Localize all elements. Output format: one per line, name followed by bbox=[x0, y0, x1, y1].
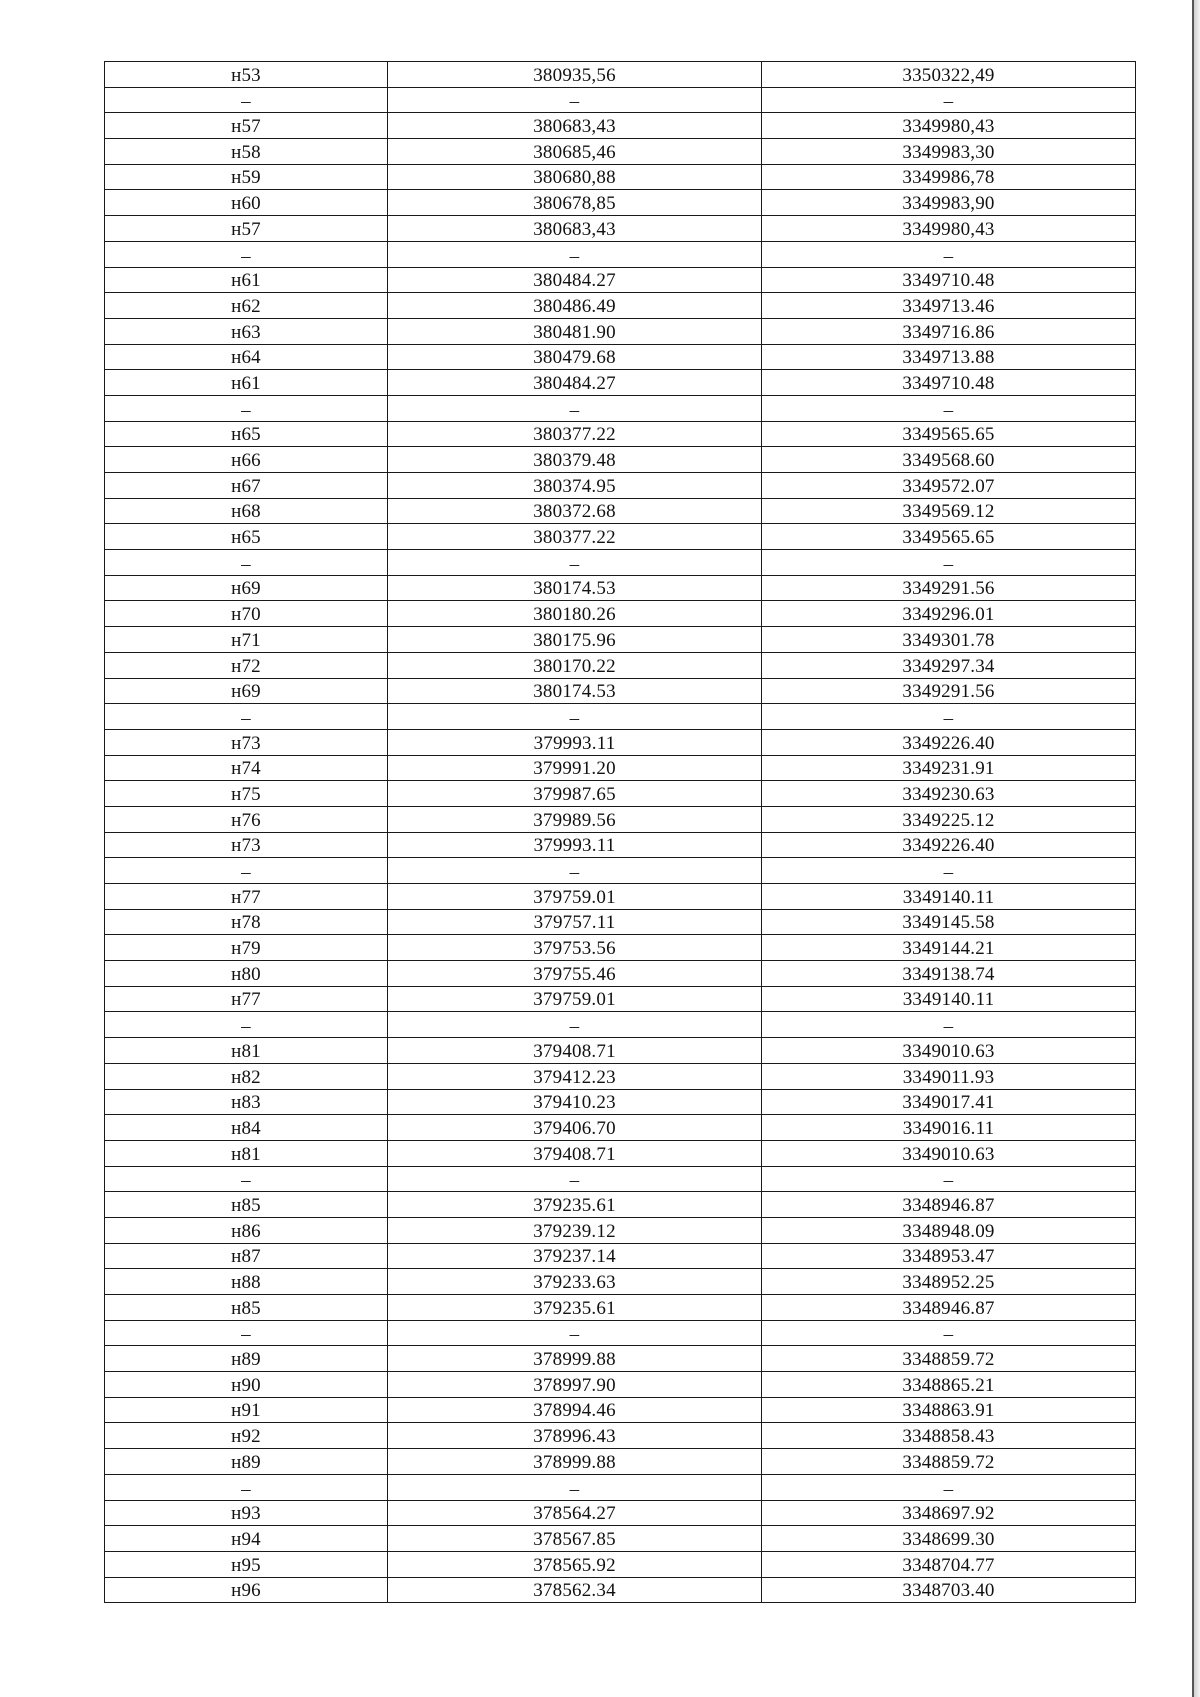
point-label-cell: н69 bbox=[105, 678, 388, 704]
point-label-cell: н72 bbox=[105, 652, 388, 678]
table-row bbox=[105, 62, 1136, 88]
separator-row bbox=[105, 87, 1136, 113]
x-coordinate-cell: 379233.63 bbox=[388, 1269, 762, 1295]
table-row bbox=[105, 1423, 1136, 1449]
point-label-cell: н65 bbox=[105, 524, 388, 550]
y-coordinate-cell: – bbox=[762, 395, 1136, 421]
point-label-cell: – bbox=[105, 550, 388, 576]
separator-row bbox=[105, 550, 1136, 576]
x-coordinate-cell: 380481.90 bbox=[388, 318, 762, 344]
y-coordinate-cell: – bbox=[762, 1474, 1136, 1500]
point-label-cell: н77 bbox=[105, 986, 388, 1012]
x-coordinate-cell: 378996.43 bbox=[388, 1423, 762, 1449]
table-row bbox=[105, 190, 1136, 216]
x-coordinate-cell: 380685,46 bbox=[388, 139, 762, 165]
x-coordinate-cell: 378999.88 bbox=[388, 1346, 762, 1372]
point-label-cell: н71 bbox=[105, 627, 388, 653]
point-label-cell: – bbox=[105, 1166, 388, 1192]
table-row bbox=[105, 1115, 1136, 1141]
table-row bbox=[105, 832, 1136, 858]
y-coordinate-cell: 3349710.48 bbox=[762, 267, 1136, 293]
x-coordinate-cell: 378567.85 bbox=[388, 1526, 762, 1552]
y-coordinate-cell: 3349980,43 bbox=[762, 113, 1136, 139]
x-coordinate-cell: 380484.27 bbox=[388, 267, 762, 293]
table-row bbox=[105, 216, 1136, 242]
y-coordinate-cell: 3348865.21 bbox=[762, 1372, 1136, 1398]
x-coordinate-cell: 378997.90 bbox=[388, 1372, 762, 1398]
x-coordinate-cell: 380377.22 bbox=[388, 421, 762, 447]
x-coordinate-cell: 379235.61 bbox=[388, 1192, 762, 1218]
x-coordinate-cell: 380479.68 bbox=[388, 344, 762, 370]
x-coordinate-cell: 379410.23 bbox=[388, 1089, 762, 1115]
point-label-cell: н73 bbox=[105, 832, 388, 858]
y-coordinate-cell: 3349145.58 bbox=[762, 909, 1136, 935]
table-row bbox=[105, 1372, 1136, 1398]
y-coordinate-cell: 3349710.48 bbox=[762, 370, 1136, 396]
table-row bbox=[105, 421, 1136, 447]
y-coordinate-cell: 3349230.63 bbox=[762, 781, 1136, 807]
table-row bbox=[105, 678, 1136, 704]
y-coordinate-cell: 3348859.72 bbox=[762, 1346, 1136, 1372]
coordinates-table bbox=[104, 61, 1136, 1603]
point-label-cell: н74 bbox=[105, 755, 388, 781]
x-coordinate-cell: 380484.27 bbox=[388, 370, 762, 396]
table-row bbox=[105, 1243, 1136, 1269]
point-label-cell: н94 bbox=[105, 1526, 388, 1552]
table-row bbox=[105, 293, 1136, 319]
point-label-cell: н75 bbox=[105, 781, 388, 807]
point-label-cell: н64 bbox=[105, 344, 388, 370]
point-label-cell: н82 bbox=[105, 1063, 388, 1089]
y-coordinate-cell: 3349986,78 bbox=[762, 164, 1136, 190]
x-coordinate-cell: 380683,43 bbox=[388, 113, 762, 139]
table-row bbox=[105, 781, 1136, 807]
point-label-cell: н93 bbox=[105, 1500, 388, 1526]
y-coordinate-cell: 3349231.91 bbox=[762, 755, 1136, 781]
point-label-cell: н57 bbox=[105, 216, 388, 242]
point-label-cell: – bbox=[105, 858, 388, 884]
point-label-cell: н68 bbox=[105, 498, 388, 524]
point-label-cell: н84 bbox=[105, 1115, 388, 1141]
table-row bbox=[105, 961, 1136, 987]
point-label-cell: н76 bbox=[105, 806, 388, 832]
point-label-cell: – bbox=[105, 1474, 388, 1500]
y-coordinate-cell: 3349226.40 bbox=[762, 729, 1136, 755]
y-coordinate-cell: 3349296.01 bbox=[762, 601, 1136, 627]
table-row bbox=[105, 1063, 1136, 1089]
table-row bbox=[105, 935, 1136, 961]
y-coordinate-cell: 3349016.11 bbox=[762, 1115, 1136, 1141]
y-coordinate-cell: 3348946.87 bbox=[762, 1192, 1136, 1218]
table-row bbox=[105, 627, 1136, 653]
table-row bbox=[105, 1500, 1136, 1526]
y-coordinate-cell: 3349226.40 bbox=[762, 832, 1136, 858]
x-coordinate-cell: – bbox=[388, 1166, 762, 1192]
y-coordinate-cell: 3349138.74 bbox=[762, 961, 1136, 987]
point-label-cell: н69 bbox=[105, 575, 388, 601]
x-coordinate-cell: 380486.49 bbox=[388, 293, 762, 319]
y-coordinate-cell: 3349140.11 bbox=[762, 986, 1136, 1012]
table-row bbox=[105, 1526, 1136, 1552]
table-row bbox=[105, 1346, 1136, 1372]
y-coordinate-cell: 3349301.78 bbox=[762, 627, 1136, 653]
table-row bbox=[105, 139, 1136, 165]
x-coordinate-cell: – bbox=[388, 1474, 762, 1500]
point-label-cell: н89 bbox=[105, 1346, 388, 1372]
table-row bbox=[105, 1295, 1136, 1321]
x-coordinate-cell: 379991.20 bbox=[388, 755, 762, 781]
x-coordinate-cell: 379993.11 bbox=[388, 832, 762, 858]
x-coordinate-cell: 380935,56 bbox=[388, 62, 762, 88]
point-label-cell: – bbox=[105, 704, 388, 730]
x-coordinate-cell: 378562.34 bbox=[388, 1577, 762, 1603]
y-coordinate-cell: 3349225.12 bbox=[762, 806, 1136, 832]
y-coordinate-cell: 3348859.72 bbox=[762, 1449, 1136, 1475]
x-coordinate-cell: 379408.71 bbox=[388, 1038, 762, 1064]
point-label-cell: н96 bbox=[105, 1577, 388, 1603]
point-label-cell: н92 bbox=[105, 1423, 388, 1449]
y-coordinate-cell: 3349572.07 bbox=[762, 473, 1136, 499]
table-row bbox=[105, 524, 1136, 550]
y-coordinate-cell: 3349980,43 bbox=[762, 216, 1136, 242]
point-label-cell: н95 bbox=[105, 1551, 388, 1577]
x-coordinate-cell: 379757.11 bbox=[388, 909, 762, 935]
y-coordinate-cell: 3350322,49 bbox=[762, 62, 1136, 88]
table-row bbox=[105, 113, 1136, 139]
y-coordinate-cell: 3348697.92 bbox=[762, 1500, 1136, 1526]
table-row bbox=[105, 1577, 1136, 1603]
table-row bbox=[105, 1397, 1136, 1423]
x-coordinate-cell: 379239.12 bbox=[388, 1217, 762, 1243]
x-coordinate-cell: 379759.01 bbox=[388, 986, 762, 1012]
y-coordinate-cell: 3349983,90 bbox=[762, 190, 1136, 216]
y-coordinate-cell: 3349569.12 bbox=[762, 498, 1136, 524]
y-coordinate-cell: – bbox=[762, 1166, 1136, 1192]
point-label-cell: н81 bbox=[105, 1140, 388, 1166]
separator-row bbox=[105, 241, 1136, 267]
x-coordinate-cell: 380175.96 bbox=[388, 627, 762, 653]
y-coordinate-cell: 3348948.09 bbox=[762, 1217, 1136, 1243]
x-coordinate-cell: 380680,88 bbox=[388, 164, 762, 190]
separator-row bbox=[105, 858, 1136, 884]
point-label-cell: н61 bbox=[105, 370, 388, 396]
table-row bbox=[105, 1551, 1136, 1577]
x-coordinate-cell: 378565.92 bbox=[388, 1551, 762, 1577]
table-row bbox=[105, 267, 1136, 293]
point-label-cell: н79 bbox=[105, 935, 388, 961]
point-label-cell: н70 bbox=[105, 601, 388, 627]
table-row bbox=[105, 344, 1136, 370]
x-coordinate-cell: 378999.88 bbox=[388, 1449, 762, 1475]
table-row bbox=[105, 806, 1136, 832]
point-label-cell: н90 bbox=[105, 1372, 388, 1398]
y-coordinate-cell: 3349713.46 bbox=[762, 293, 1136, 319]
coordinates-table-body bbox=[105, 62, 1136, 1603]
separator-row bbox=[105, 395, 1136, 421]
x-coordinate-cell: 379408.71 bbox=[388, 1140, 762, 1166]
y-coordinate-cell: 3349011.93 bbox=[762, 1063, 1136, 1089]
y-coordinate-cell: – bbox=[762, 241, 1136, 267]
point-label-cell: н77 bbox=[105, 884, 388, 910]
table-row bbox=[105, 1140, 1136, 1166]
table-row bbox=[105, 755, 1136, 781]
table-row bbox=[105, 986, 1136, 1012]
point-label-cell: н85 bbox=[105, 1192, 388, 1218]
y-coordinate-cell: 3349010.63 bbox=[762, 1140, 1136, 1166]
point-label-cell: н61 bbox=[105, 267, 388, 293]
y-coordinate-cell: 3349713.88 bbox=[762, 344, 1136, 370]
x-coordinate-cell: 380377.22 bbox=[388, 524, 762, 550]
y-coordinate-cell: 3349291.56 bbox=[762, 678, 1136, 704]
point-label-cell: н89 bbox=[105, 1449, 388, 1475]
table-row bbox=[105, 1449, 1136, 1475]
x-coordinate-cell: 379753.56 bbox=[388, 935, 762, 961]
x-coordinate-cell: – bbox=[388, 1320, 762, 1346]
separator-row bbox=[105, 704, 1136, 730]
x-coordinate-cell: 380174.53 bbox=[388, 575, 762, 601]
page-edge-shadow bbox=[1192, 0, 1200, 1697]
y-coordinate-cell: 3348953.47 bbox=[762, 1243, 1136, 1269]
x-coordinate-cell: – bbox=[388, 395, 762, 421]
x-coordinate-cell: 379235.61 bbox=[388, 1295, 762, 1321]
x-coordinate-cell: – bbox=[388, 1012, 762, 1038]
y-coordinate-cell: 3349716.86 bbox=[762, 318, 1136, 344]
table-row bbox=[105, 884, 1136, 910]
point-label-cell: н67 bbox=[105, 473, 388, 499]
x-coordinate-cell: 379406.70 bbox=[388, 1115, 762, 1141]
point-label-cell: н78 bbox=[105, 909, 388, 935]
x-coordinate-cell: 379412.23 bbox=[388, 1063, 762, 1089]
y-coordinate-cell: 3349144.21 bbox=[762, 935, 1136, 961]
y-coordinate-cell: 3349010.63 bbox=[762, 1038, 1136, 1064]
point-label-cell: н73 bbox=[105, 729, 388, 755]
y-coordinate-cell: – bbox=[762, 704, 1136, 730]
table-row bbox=[105, 1269, 1136, 1295]
point-label-cell: – bbox=[105, 87, 388, 113]
x-coordinate-cell: – bbox=[388, 241, 762, 267]
point-label-cell: н66 bbox=[105, 447, 388, 473]
point-label-cell: н85 bbox=[105, 1295, 388, 1321]
y-coordinate-cell: 3348699.30 bbox=[762, 1526, 1136, 1552]
y-coordinate-cell: 3349983,30 bbox=[762, 139, 1136, 165]
y-coordinate-cell: 3348863.91 bbox=[762, 1397, 1136, 1423]
table-row bbox=[105, 164, 1136, 190]
table-row bbox=[105, 1089, 1136, 1115]
x-coordinate-cell: 380180.26 bbox=[388, 601, 762, 627]
table-row bbox=[105, 498, 1136, 524]
point-label-cell: н57 bbox=[105, 113, 388, 139]
point-label-cell: н80 bbox=[105, 961, 388, 987]
y-coordinate-cell: 3349568.60 bbox=[762, 447, 1136, 473]
y-coordinate-cell: 3349140.11 bbox=[762, 884, 1136, 910]
y-coordinate-cell: 3349291.56 bbox=[762, 575, 1136, 601]
y-coordinate-cell: 3348952.25 bbox=[762, 1269, 1136, 1295]
point-label-cell: н83 bbox=[105, 1089, 388, 1115]
y-coordinate-cell: – bbox=[762, 1012, 1136, 1038]
x-coordinate-cell: 380683,43 bbox=[388, 216, 762, 242]
separator-row bbox=[105, 1474, 1136, 1500]
x-coordinate-cell: 380379.48 bbox=[388, 447, 762, 473]
x-coordinate-cell: 379237.14 bbox=[388, 1243, 762, 1269]
table-row bbox=[105, 1217, 1136, 1243]
point-label-cell: – bbox=[105, 1320, 388, 1346]
point-label-cell: н91 bbox=[105, 1397, 388, 1423]
x-coordinate-cell: 380372.68 bbox=[388, 498, 762, 524]
table-row bbox=[105, 318, 1136, 344]
x-coordinate-cell: 380174.53 bbox=[388, 678, 762, 704]
y-coordinate-cell: – bbox=[762, 1320, 1136, 1346]
x-coordinate-cell: 380170.22 bbox=[388, 652, 762, 678]
point-label-cell: н53 bbox=[105, 62, 388, 88]
table-row bbox=[105, 1038, 1136, 1064]
x-coordinate-cell: – bbox=[388, 704, 762, 730]
y-coordinate-cell: 3348704.77 bbox=[762, 1551, 1136, 1577]
table-row bbox=[105, 447, 1136, 473]
x-coordinate-cell: 378994.46 bbox=[388, 1397, 762, 1423]
y-coordinate-cell: – bbox=[762, 858, 1136, 884]
point-label-cell: н86 bbox=[105, 1217, 388, 1243]
point-label-cell: н65 bbox=[105, 421, 388, 447]
table-row bbox=[105, 729, 1136, 755]
point-label-cell: н87 bbox=[105, 1243, 388, 1269]
separator-row bbox=[105, 1166, 1136, 1192]
x-coordinate-cell: 380678,85 bbox=[388, 190, 762, 216]
x-coordinate-cell: 379759.01 bbox=[388, 884, 762, 910]
y-coordinate-cell: 3348858.43 bbox=[762, 1423, 1136, 1449]
x-coordinate-cell: 379989.56 bbox=[388, 806, 762, 832]
y-coordinate-cell: – bbox=[762, 87, 1136, 113]
y-coordinate-cell: 3349297.34 bbox=[762, 652, 1136, 678]
point-label-cell: н59 bbox=[105, 164, 388, 190]
separator-row bbox=[105, 1012, 1136, 1038]
x-coordinate-cell: 379755.46 bbox=[388, 961, 762, 987]
x-coordinate-cell: 379993.11 bbox=[388, 729, 762, 755]
x-coordinate-cell: – bbox=[388, 858, 762, 884]
table-row bbox=[105, 909, 1136, 935]
x-coordinate-cell: 379987.65 bbox=[388, 781, 762, 807]
separator-row bbox=[105, 1320, 1136, 1346]
table-row bbox=[105, 473, 1136, 499]
table-row bbox=[105, 601, 1136, 627]
point-label-cell: н81 bbox=[105, 1038, 388, 1064]
table-row bbox=[105, 652, 1136, 678]
point-label-cell: н88 bbox=[105, 1269, 388, 1295]
table-row bbox=[105, 575, 1136, 601]
x-coordinate-cell: – bbox=[388, 87, 762, 113]
point-label-cell: – bbox=[105, 395, 388, 421]
x-coordinate-cell: 380374.95 bbox=[388, 473, 762, 499]
y-coordinate-cell: 3349565.65 bbox=[762, 421, 1136, 447]
y-coordinate-cell: 3348946.87 bbox=[762, 1295, 1136, 1321]
y-coordinate-cell: – bbox=[762, 550, 1136, 576]
table-row bbox=[105, 1192, 1136, 1218]
point-label-cell: – bbox=[105, 1012, 388, 1038]
point-label-cell: – bbox=[105, 241, 388, 267]
table-row bbox=[105, 370, 1136, 396]
point-label-cell: н63 bbox=[105, 318, 388, 344]
y-coordinate-cell: 3349565.65 bbox=[762, 524, 1136, 550]
y-coordinate-cell: 3349017.41 bbox=[762, 1089, 1136, 1115]
x-coordinate-cell: 378564.27 bbox=[388, 1500, 762, 1526]
point-label-cell: н58 bbox=[105, 139, 388, 165]
x-coordinate-cell: – bbox=[388, 550, 762, 576]
point-label-cell: н62 bbox=[105, 293, 388, 319]
y-coordinate-cell: 3348703.40 bbox=[762, 1577, 1136, 1603]
point-label-cell: н60 bbox=[105, 190, 388, 216]
